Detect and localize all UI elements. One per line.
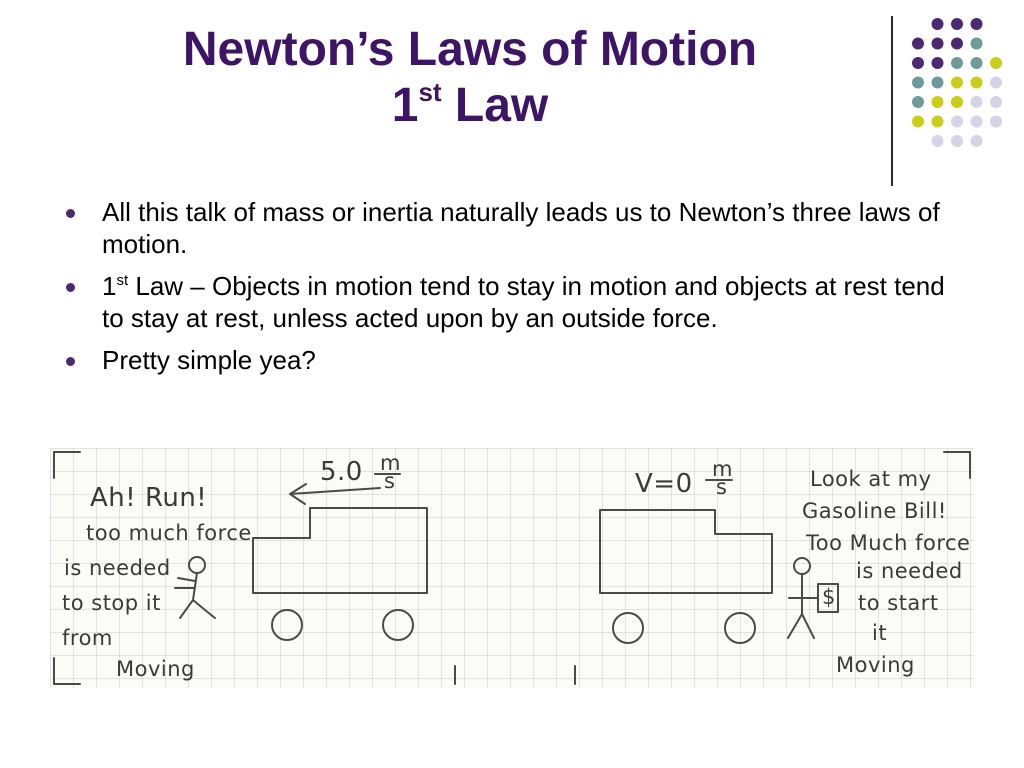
- decorative-dot: [951, 57, 963, 69]
- title-ordinal-number: 1: [391, 79, 419, 132]
- right-caption-line: Look at my: [810, 467, 932, 491]
- title-line-1: Newton’s Laws of Motion: [182, 23, 758, 76]
- bullet-item-inertia: [60, 196, 960, 260]
- left-unit-num: m: [380, 451, 401, 475]
- decorative-dot: [912, 116, 924, 128]
- decorative-dot: [951, 116, 963, 128]
- decorative-dot: [990, 77, 1002, 89]
- left-caption-line: to stop it: [62, 591, 161, 615]
- right-caption-line: Gasoline Bill!: [802, 499, 947, 523]
- decorative-dot: [932, 18, 944, 30]
- decorative-dot: [912, 38, 924, 50]
- decorative-dot: [932, 57, 944, 69]
- bullet-dot-icon: [66, 283, 75, 292]
- right-velocity-value: V=0: [635, 469, 693, 499]
- decorative-dot: [951, 96, 963, 108]
- bullet-dot-icon: [66, 209, 75, 218]
- decorative-dot: [951, 18, 963, 30]
- left-caption-line: too much force: [86, 521, 252, 545]
- right-unit-den: s: [716, 475, 728, 499]
- bullet-item-simple: [60, 344, 960, 376]
- bullet-ordinal-suffix: st: [116, 272, 129, 289]
- left-caption-line: Moving: [116, 657, 195, 681]
- left-velocity-value: 5.0: [320, 457, 363, 487]
- decorative-dot: [932, 135, 944, 147]
- bullet-text: All this talk of mass or inertia naturally leads us to Newton’s three laws of motion.: [102, 197, 940, 259]
- money-symbol: $: [822, 585, 836, 609]
- right-unit-num: m: [712, 457, 733, 481]
- decorative-dot: [932, 38, 944, 50]
- title-divider-line: [891, 16, 893, 186]
- right-caption-line: Too Much force: [806, 531, 971, 555]
- left-caption-line: Ah! Run!: [90, 483, 208, 513]
- decorative-dot: [971, 116, 983, 128]
- decorative-dot: [912, 77, 924, 89]
- bullet-item-first-law: [60, 270, 960, 334]
- decorative-dot: [990, 57, 1002, 69]
- decorative-dot: [951, 38, 963, 50]
- right-caption-line: Moving: [836, 653, 915, 677]
- title-law-word: Law: [441, 79, 549, 132]
- left-unit-den: s: [384, 469, 396, 493]
- decorative-dot: [912, 96, 924, 108]
- decorative-dot: [971, 57, 983, 69]
- decorative-dot: [971, 135, 983, 147]
- decorative-dot: [912, 57, 924, 69]
- bullet-dot-icon: [66, 357, 75, 366]
- hand-drawn-sketch: [50, 448, 974, 688]
- right-caption-line: is needed: [856, 559, 963, 583]
- title-ordinal-suffix: st: [418, 77, 442, 107]
- right-caption-line: it: [872, 621, 888, 645]
- right-caption-line: to start: [858, 591, 939, 615]
- bullet-ordinal-number: 1: [102, 271, 117, 301]
- decorative-dot: [971, 96, 983, 108]
- decorative-dot: [932, 116, 944, 128]
- bullet-list: [60, 196, 960, 386]
- left-caption-line: is needed: [64, 556, 171, 580]
- bullet-text: Law – Objects in motion tend to stay in motion and objects at rest tend to stay at rest, unless acted upon by an outside force.: [102, 271, 945, 333]
- sketch-canvas: [50, 448, 974, 688]
- decorative-dot: [990, 116, 1002, 128]
- decorative-dot: [971, 77, 983, 89]
- decorative-dot: [971, 38, 983, 50]
- decorative-dot: [932, 77, 944, 89]
- decorative-dot: [990, 96, 1002, 108]
- decorative-dot: [951, 77, 963, 89]
- left-caption-line: from: [62, 626, 113, 650]
- decorative-dot-grid: [0, 0, 1024, 200]
- bullet-text: Pretty simple yea?: [102, 345, 316, 375]
- decorative-dot: [932, 96, 944, 108]
- decorative-dot: [951, 135, 963, 147]
- decorative-dot: [971, 18, 983, 30]
